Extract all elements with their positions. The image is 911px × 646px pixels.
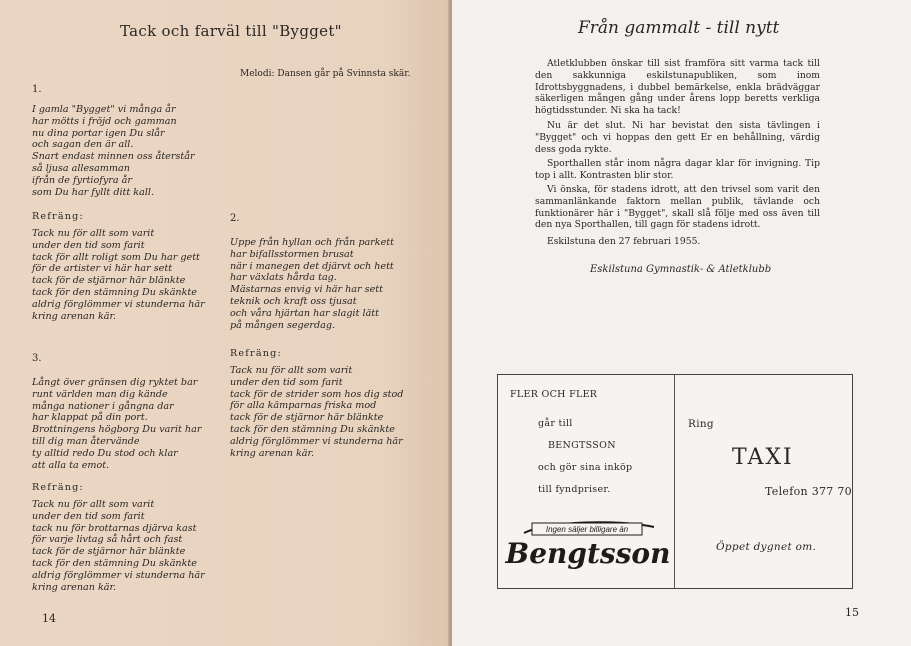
song-title: Tack och farväl till "Bygget" xyxy=(120,22,342,40)
refrain-1-text: Tack nu för allt som varit under den tid som farit tack för allt roligt som Du har gett för de artister vi här har sett tack för de stjärnor här blänkte tack för den stämning Du skänkte aldrig förglömmer vi stunderna här kring arenan kär. xyxy=(32,228,205,322)
paragraph-1: Atletklubben önskar till sist framföra sitt varma tack till den sakkunniga eskilstunapubliken, som inom Idrottsbyggnadens, i dubbel bemärkelse, enkla brädväggar säkerligen mången gång under årens lopp beretts verkliga högtidsstunder. Ni ska ha tack! xyxy=(535,58,820,117)
refrain-3-text: Tack nu för allt som varit under den tid som farit tack nu för brottarnas djärva kast för varje livtag så hårt och fast tack för de stjärnor här blänkte tack för den stämning Du skänkte aldrig förglömmer vi stunderna här kring arenan kär. xyxy=(32,499,205,593)
ad-line-2: går till xyxy=(538,418,573,429)
ad-line-1: FLER OCH FLER xyxy=(510,389,598,400)
melody-note: Melodi: Dansen går på Svinnsta skär. xyxy=(240,69,411,79)
signature: Eskilstuna Gymnastik- & Atletklubb xyxy=(590,264,772,275)
refrain-1-label: Refräng: xyxy=(32,211,84,222)
ad-line-5: till fyndpriser. xyxy=(538,484,611,495)
ad-phone: Telefon 377 70 xyxy=(765,485,852,498)
verse-2-number: 2. xyxy=(230,213,240,224)
page-number-left: 14 xyxy=(42,612,56,625)
ad-line-3: BENGTSSON xyxy=(548,440,616,451)
verse-1-text: I gamla "Bygget" vi många år har mötts i fröjd och gamman nu dina portar igen Du slår och sagan den är all. Snart endast minnen oss återstår så ljusa allesamman ifrån de fyrtiofyra år som Du har fyllt ditt kall. xyxy=(32,104,195,198)
logo-tagline: Ingen säljer billigare än xyxy=(545,525,629,534)
bengtsson-logo-graphic xyxy=(505,515,671,577)
refrain-2-label: Refräng: xyxy=(230,348,282,359)
ad-ring: Ring xyxy=(688,418,714,430)
ad-open-hours: Öppet dygnet om. xyxy=(716,541,817,553)
bengtsson-logo xyxy=(505,515,671,581)
refrain-3-label: Refräng: xyxy=(32,482,84,493)
page-number-right: 15 xyxy=(845,606,859,619)
paragraph-2: Nu är det slut. Ni har bevistat den sista tävlingen i "Bygget" och vi hoppas den gett Er en behållning, värdig dess goda rykte. xyxy=(535,120,820,155)
refrain-2-text: Tack nu för allt som varit under den tid som farit tack för de strider som hos dig stod för alla kämparnas friska mod tack för de stjärnor här blänkte tack för den stämning Du skänkte aldrig förglömmer vi stunderna här kring arenan kär. xyxy=(230,365,404,459)
advertisement-box xyxy=(497,374,853,589)
verse-3-number: 3. xyxy=(32,353,42,364)
paragraph-4: Vi önska, för stadens idrott, att den trivsel som varit den sammanlänkande faktorn mellan publik, tävlande och funktionärer här i "Bygget", skall slå följe med oss även till den nya Sporthallen, till gagn för stadens idrott. xyxy=(535,184,820,231)
ad-line-4: och gör sina inköp xyxy=(538,462,633,473)
ad-divider xyxy=(674,375,675,588)
verse-2-text: Uppe från hyllan och från parkett har bifallsstormen brusat när i manegen det djärvt och hett har växlats hårda tag. Mästarnas envig vi här har sett teknik och kraft oss tjusat och våra hjärtan har slagit lätt på mången segerdag. xyxy=(230,237,394,331)
left-page xyxy=(0,0,450,646)
ad-taxi: TAXI xyxy=(732,445,794,470)
paragraph-date: Eskilstuna den 27 februari 1955. xyxy=(547,236,701,247)
verse-1-number: 1. xyxy=(32,84,42,95)
verse-3-text: Långt över gränsen dig ryktet bar runt världen man dig kände många nationer i gångna dar har klappat på din port. Brottningens högborg Du varit har till dig man återvände ty alltid redo Du stod och klar att alla ta emot. xyxy=(32,377,202,471)
article-title: Från gammalt - till nytt xyxy=(578,18,780,38)
paragraph-3: Sporthallen står inom några dagar klar för invigning. Tip top i allt. Kontrasten blir stor. xyxy=(535,158,820,181)
logo-name: Bengtsson xyxy=(505,537,671,570)
